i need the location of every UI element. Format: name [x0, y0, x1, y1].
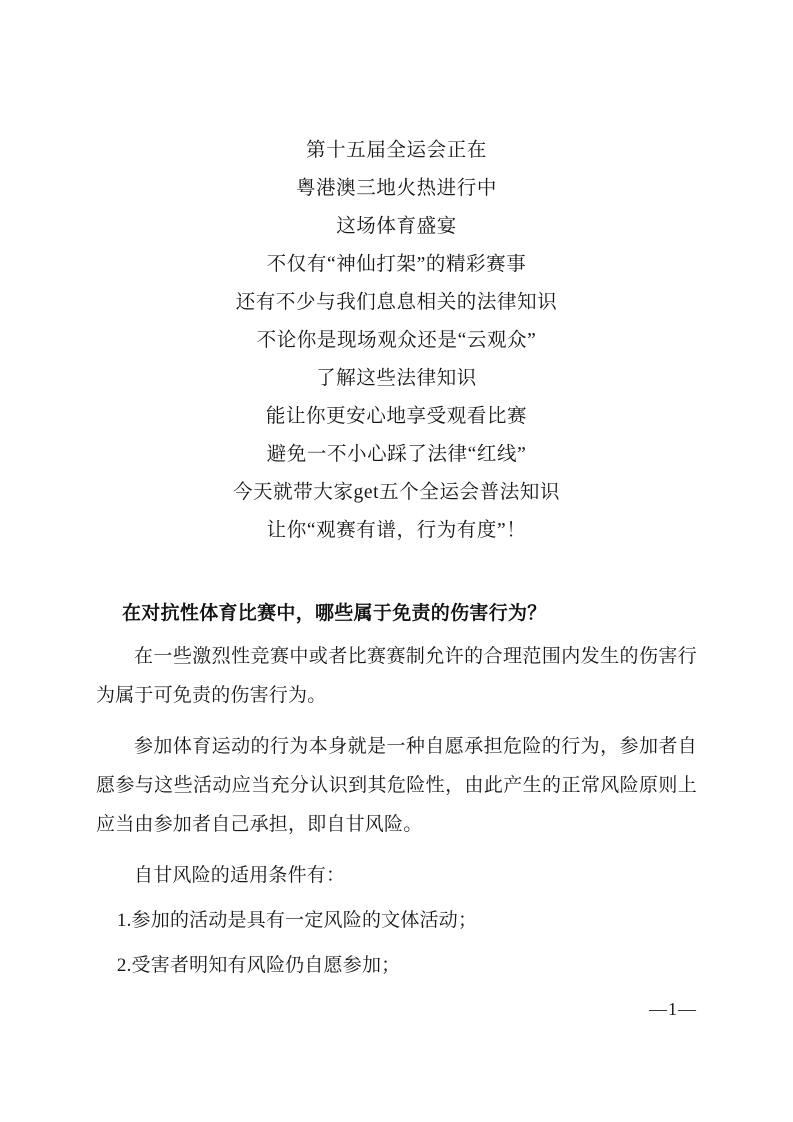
intro-line: 让你“观赛有谱，行为有度”！: [266, 520, 527, 541]
intro-line: 还有不少与我们息息相关的法律知识: [235, 292, 558, 313]
intro-line: 不论你是现场观众还是“云观众”: [256, 330, 537, 351]
intro-line: 第十五届全运会正在: [306, 140, 487, 161]
intro-block: [96, 132, 697, 550]
section-heading: 在对抗性体育比赛中，哪些属于免责的伤害行为？: [122, 603, 547, 624]
page-number: —1—: [649, 999, 697, 1019]
list-item: 2.受害者明知有风险仍自愿参加；: [116, 955, 401, 976]
intro-line: 今天就带大家get五个全运会普法知识: [232, 482, 561, 503]
body-paragraph: 参加体育运动的行为本身就是一种自愿承担危险的行为，参加者自愿参与这些活动应当充分认识到其危险性，由此产生的正常风险原则上应当由参加者自己承担，即自甘风险。: [96, 736, 697, 835]
body-paragraph: 在一些激烈性竞赛中或者比赛赛制允许的合理范围内发生的伤害行为属于可免责的伤害行为。: [96, 646, 697, 706]
intro-line: 避免一不小心踩了法律“红线”: [266, 444, 527, 465]
intro-line: 这场体育盛宴: [336, 216, 457, 237]
intro-line: 了解这些法律知识: [316, 368, 477, 389]
intro-line: 粤港澳三地火热进行中: [295, 178, 497, 199]
list-item: 1.参加的活动是具有一定风险的文体活动；: [116, 910, 478, 931]
intro-line: 能让你更安心地享受观看比赛: [265, 406, 528, 427]
intro-line: 不仅有“神仙打架”的精彩赛事: [266, 254, 527, 275]
body-paragraph: 自甘风险的适用条件有：: [134, 865, 346, 886]
